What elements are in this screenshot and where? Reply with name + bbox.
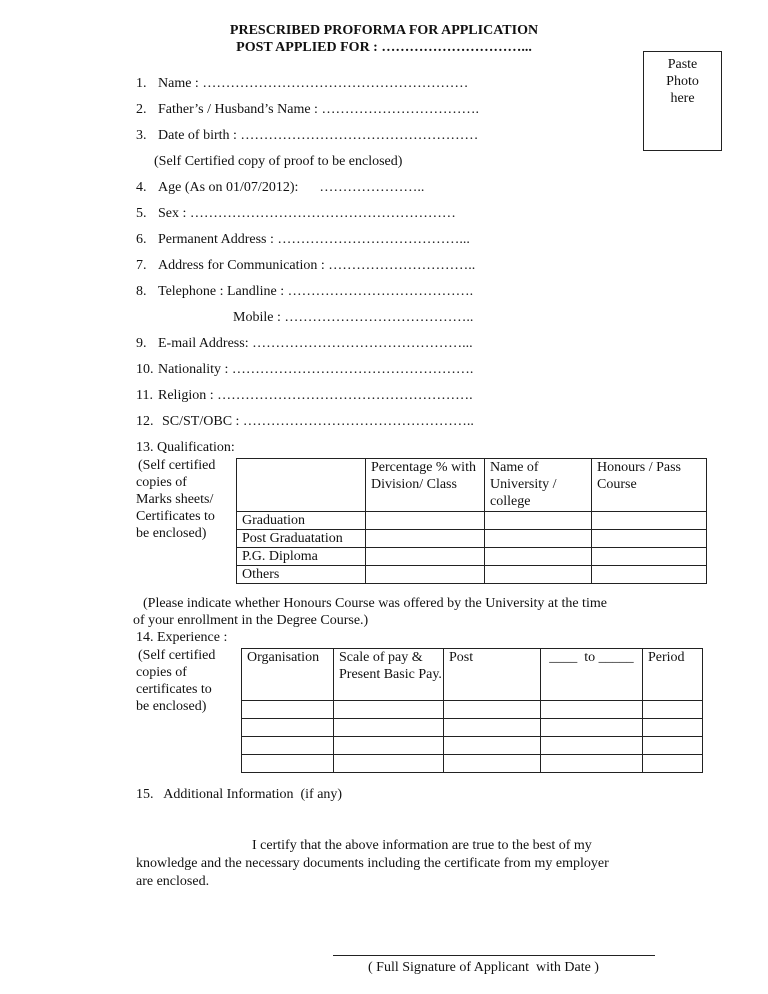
- experience-cell[interactable]: [643, 737, 703, 755]
- certification-line-2: knowledge and the necessary documents including the certificate from my employer: [136, 856, 609, 871]
- experience-header-post: Post: [444, 649, 541, 701]
- table-row: [237, 530, 707, 548]
- experience-cell[interactable]: [242, 737, 334, 755]
- experience-cell[interactable]: [444, 737, 541, 755]
- qualification-note-3: Marks sheets/: [136, 492, 214, 507]
- experience-cell[interactable]: [541, 701, 643, 719]
- qualification-cell[interactable]: [366, 566, 485, 584]
- experience-cell[interactable]: [444, 701, 541, 719]
- experience-cell[interactable]: [444, 719, 541, 737]
- experience-note-1: (Self certified: [138, 648, 216, 663]
- additional-information[interactable]: 15. Additional Information (if any): [136, 787, 343, 802]
- dob-proof-note: (Self Certified copy of proof to be enclosed): [154, 154, 403, 169]
- experience-heading: 14. Experience :: [136, 630, 228, 645]
- qualification-heading: 13. Qualification:: [136, 440, 235, 455]
- qualification-note-2: copies of: [136, 475, 187, 490]
- experience-cell[interactable]: [643, 701, 703, 719]
- field-father-husband-name[interactable]: 2. Father’s / Husband’s Name : …………………………….: [136, 102, 479, 117]
- qualification-table: [236, 458, 707, 584]
- qualification-cell[interactable]: [592, 566, 707, 584]
- qualification-cell[interactable]: [485, 512, 592, 530]
- qualification-row-label: P.G. Diploma: [237, 548, 366, 566]
- experience-cell[interactable]: [541, 755, 643, 773]
- table-row: [237, 512, 707, 530]
- photo-label-3: here: [670, 91, 695, 106]
- qualification-note-1: (Self certified: [138, 458, 216, 473]
- field-category[interactable]: 12. SC/ST/OBC : …………………………………………..: [136, 414, 474, 429]
- experience-cell[interactable]: [444, 755, 541, 773]
- field-religion[interactable]: 11. Religion : ……………………………………………….: [136, 388, 473, 403]
- field-email[interactable]: 9. E-mail Address: ………………………………………...: [136, 336, 473, 351]
- experience-table: [241, 648, 703, 773]
- field-nationality[interactable]: 10. Nationality : …………………………………………….: [136, 362, 474, 377]
- experience-cell[interactable]: [334, 755, 444, 773]
- field-telephone-mobile[interactable]: Mobile : …………………………………..: [233, 310, 474, 325]
- qualification-header-blank: [237, 459, 366, 512]
- experience-cell[interactable]: [334, 737, 444, 755]
- qualification-header-percentage: Percentage % with Division/ Class: [366, 459, 485, 512]
- qualification-row-label: Graduation: [237, 512, 366, 530]
- experience-note-4: be enclosed): [136, 699, 207, 714]
- experience-cell[interactable]: [643, 719, 703, 737]
- signature-line[interactable]: [333, 955, 655, 956]
- table-row: [242, 719, 703, 737]
- table-row: [237, 548, 707, 566]
- field-sex[interactable]: 5. Sex : …………………………………………………: [136, 206, 456, 221]
- photo-label-2: Photo: [666, 74, 699, 89]
- qualification-header-honours: Honours / Pass Course: [592, 459, 707, 512]
- qualification-cell[interactable]: [485, 566, 592, 584]
- qualification-cell[interactable]: [366, 548, 485, 566]
- experience-cell[interactable]: [643, 755, 703, 773]
- honours-footnote-2: of your enrollment in the Degree Course.): [133, 613, 369, 628]
- field-age[interactable]: 4. Age (As on 01/07/2012): …………………..: [136, 180, 425, 195]
- experience-cell[interactable]: [242, 755, 334, 773]
- qualification-note-4: Certificates to: [136, 509, 215, 524]
- qualification-cell[interactable]: [485, 530, 592, 548]
- certification-line-3: are enclosed.: [136, 874, 210, 889]
- field-name[interactable]: 1. Name : …………………………………………………: [136, 76, 469, 91]
- field-date-of-birth[interactable]: 3. Date of birth : ……………………………………………: [136, 128, 479, 143]
- experience-cell[interactable]: [334, 701, 444, 719]
- photo-box: [643, 51, 722, 151]
- certification-line-1: I certify that the above information are true to the best of my: [252, 838, 592, 853]
- qualification-cell[interactable]: [592, 530, 707, 548]
- form-title: PRESCRIBED PROFORMA FOR APPLICATION: [229, 23, 539, 38]
- experience-cell[interactable]: [541, 719, 643, 737]
- field-telephone-landline[interactable]: 8. Telephone : Landline : ………………………………….: [136, 284, 474, 299]
- signature-label: ( Full Signature of Applicant with Date ): [368, 960, 599, 975]
- honours-footnote-1: (Please indicate whether Honours Course was offered by the University at the time: [143, 596, 607, 611]
- table-row: [242, 755, 703, 773]
- table-row: [242, 701, 703, 719]
- qualification-cell[interactable]: [592, 548, 707, 566]
- experience-header-period: Period: [643, 649, 703, 701]
- table-row: [237, 566, 707, 584]
- qualification-cell[interactable]: [366, 530, 485, 548]
- experience-note-3: certificates to: [136, 682, 212, 697]
- qualification-row-label: Post Graduatation: [237, 530, 366, 548]
- experience-cell[interactable]: [242, 719, 334, 737]
- experience-header-scale-of-pay: Scale of pay & Present Basic Pay.: [334, 649, 444, 701]
- field-address-communication[interactable]: 7. Address for Communication : …………………………..: [136, 258, 476, 273]
- table-row: [242, 737, 703, 755]
- qualification-cell[interactable]: [485, 548, 592, 566]
- experience-header-from-to: ____ to _____: [541, 649, 643, 701]
- photo-label-1: Paste: [667, 57, 698, 72]
- experience-cell[interactable]: [541, 737, 643, 755]
- experience-header-organisation: Organisation: [242, 649, 334, 701]
- experience-note-2: copies of: [136, 665, 187, 680]
- post-applied-for: POST APPLIED FOR : …………………………...: [236, 40, 532, 55]
- qualification-header-university: Name of University / college: [485, 459, 592, 512]
- field-permanent-address[interactable]: 6. Permanent Address : …………………………………...: [136, 232, 470, 247]
- qualification-cell[interactable]: [592, 512, 707, 530]
- experience-cell[interactable]: [334, 719, 444, 737]
- qualification-cell[interactable]: [366, 512, 485, 530]
- experience-cell[interactable]: [242, 701, 334, 719]
- qualification-note-5: be enclosed): [136, 526, 207, 541]
- qualification-row-label: Others: [237, 566, 366, 584]
